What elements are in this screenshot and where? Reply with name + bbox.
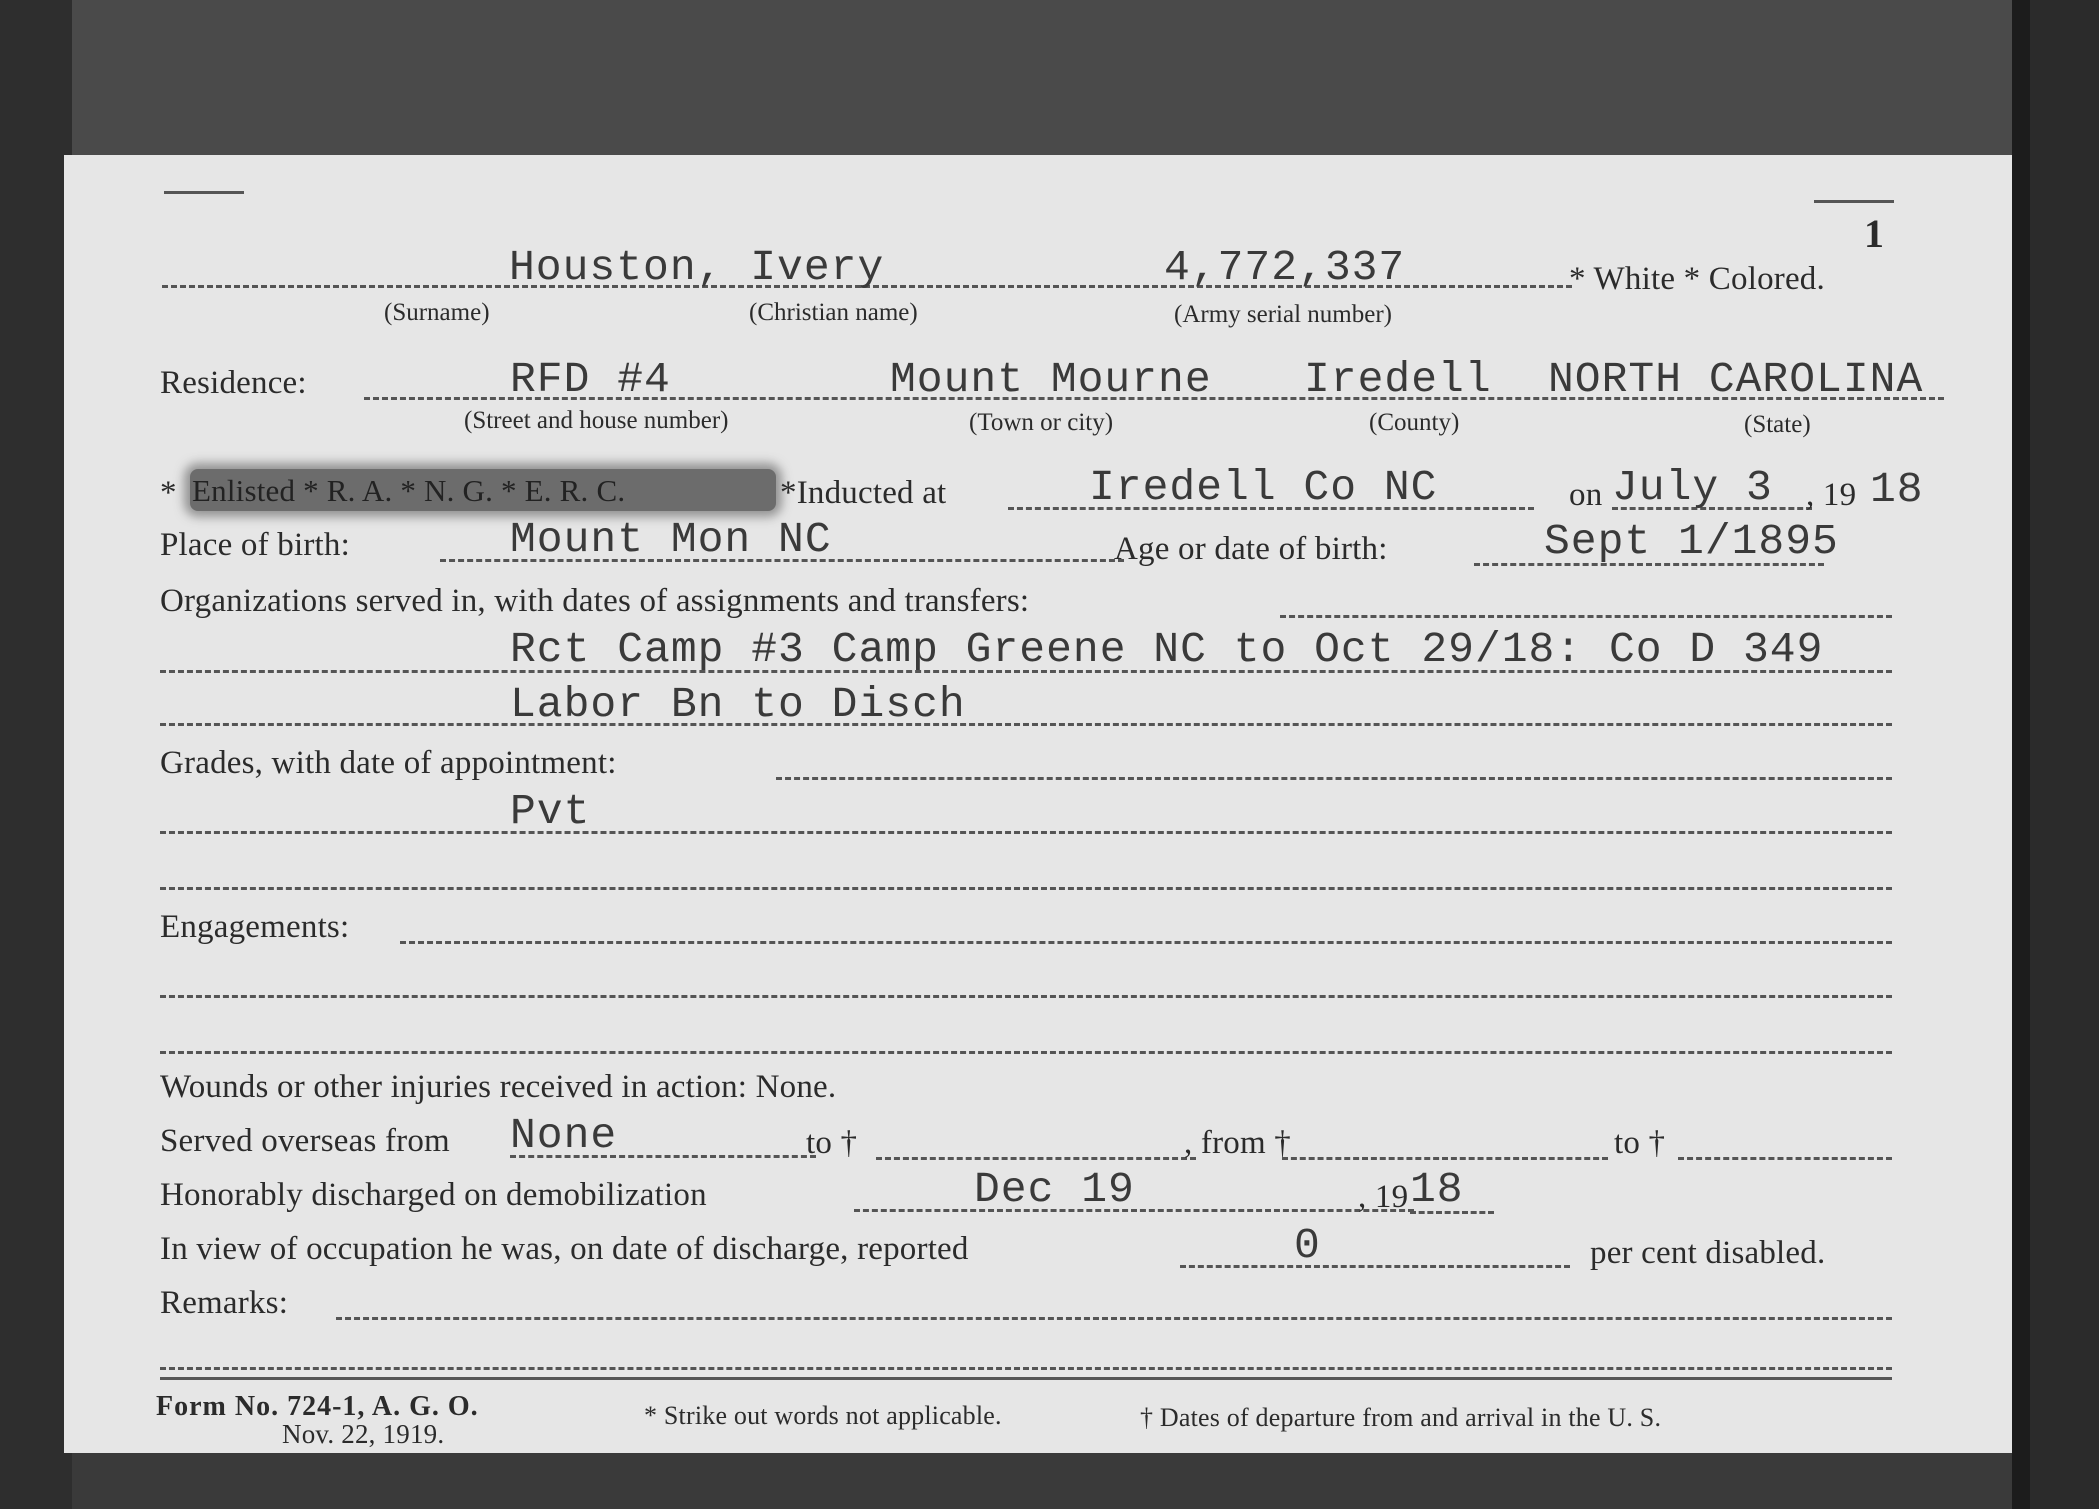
discharge-label: Honorably discharged on demobilization [160, 1177, 707, 1213]
disability-value: 0 [1294, 1221, 1321, 1270]
grades-line-2 [160, 887, 1892, 890]
background-left [0, 0, 72, 1509]
birth-place-label: Place of birth: [160, 527, 350, 563]
footnote-dates: † Dates of departure from and arrival in the U. S. [1140, 1403, 1662, 1432]
discharge-date: Dec 19 [974, 1165, 1135, 1214]
overseas-line-3 [1282, 1157, 1608, 1160]
organizations-line-0 [1280, 615, 1892, 618]
bottom-rule [160, 1377, 1892, 1380]
on-label: on [1569, 477, 1603, 513]
form-date: Nov. 22, 1919. [282, 1419, 445, 1449]
background-edge [2012, 0, 2030, 1509]
engagements-line-2 [160, 1051, 1892, 1054]
inducted-at: Iredell Co NC [1089, 463, 1438, 512]
town-caption: (Town or city) [969, 409, 1114, 436]
engagements-label: Engagements: [160, 909, 350, 945]
grades-label: Grades, with date of appointment: [160, 745, 617, 781]
residence-state: NORTH CAROLINA [1548, 355, 1924, 404]
serial-caption: (Army serial number) [1174, 301, 1392, 328]
enlisted-asterisk: * [160, 475, 177, 511]
state-caption: (State) [1744, 411, 1811, 438]
organizations-entry-1: Rct Camp #3 Camp Greene NC to Oct 29/18: Co D 349 [510, 625, 1824, 674]
grades-line-0 [776, 777, 1892, 780]
residence-street: RFD #4 [510, 355, 671, 404]
remarks-line-2 [160, 1367, 1892, 1370]
birth-place: Mount Mon NC [510, 515, 832, 564]
top-right-rule [1814, 200, 1894, 203]
residence-county: Iredell [1304, 355, 1492, 404]
residence-town: Mount Mourne [890, 355, 1212, 404]
overseas-line-4 [1678, 1157, 1892, 1160]
background-top [0, 0, 2099, 160]
disabled-suffix: per cent disabled. [1590, 1235, 1826, 1271]
disability-line [1180, 1265, 1570, 1268]
induction-year-prefix: , 19 [1806, 477, 1857, 513]
county-caption: (County) [1369, 409, 1460, 436]
induction-year: 18 [1870, 465, 1924, 514]
wounds-label: Wounds or other injuries received in action: None. [160, 1069, 837, 1105]
christian-name-caption: (Christian name) [749, 299, 918, 326]
residence-label: Residence: [160, 365, 307, 401]
organizations-label: Organizations served in, with dates of assignments and transfers: [160, 583, 1030, 619]
induction-date: July 3 [1612, 463, 1773, 512]
street-caption: (Street and house number) [464, 407, 729, 434]
inducted-label: *Inducted at [780, 475, 947, 511]
overseas-to-label-1: to † [806, 1125, 858, 1161]
service-record-card [64, 155, 2012, 1453]
occupation-label: In view of occupation he was, on date of discharge, reported [160, 1231, 969, 1267]
birth-date: Sept 1/1895 [1544, 517, 1839, 566]
background-right [2029, 0, 2099, 1509]
overseas-to-label-2: to † [1614, 1125, 1666, 1161]
remarks-label: Remarks: [160, 1285, 289, 1321]
engagements-line-0 [400, 941, 1892, 944]
overseas-value: None [510, 1111, 618, 1160]
enlisted-struck-text: Enlisted * R. A. * N. G. * E. R. C. [192, 473, 626, 508]
overseas-label: Served overseas from [160, 1123, 450, 1159]
age-label: Age or date of birth: [1114, 531, 1388, 567]
engagements-line-1 [160, 995, 1892, 998]
card-number: 1 [1864, 211, 1885, 256]
overseas-line-2 [876, 1157, 1196, 1160]
discharge-year: 18 [1410, 1165, 1464, 1214]
form-number: Form No. 724-1, A. G. O. [156, 1391, 479, 1422]
organizations-entry-2: Labor Bn to Disch [510, 680, 966, 729]
remarks-line-1 [336, 1317, 1892, 1320]
soldier-name: Houston, Ivery [509, 243, 885, 292]
discharge-year-prefix: , 19 [1358, 1179, 1409, 1215]
overseas-from-label: , from † [1184, 1125, 1291, 1161]
top-left-rule [164, 191, 244, 194]
race-options: * White * Colored. [1569, 261, 1825, 297]
footnote-strike-out: * Strike out words not applicable. [644, 1401, 1002, 1430]
surname-caption: (Surname) [384, 299, 490, 326]
grades-line-1 [160, 831, 1892, 834]
army-serial-number: 4,772,337 [1164, 243, 1406, 292]
organizations-line-2 [160, 723, 1892, 726]
grade-value: Pvt [510, 787, 591, 836]
